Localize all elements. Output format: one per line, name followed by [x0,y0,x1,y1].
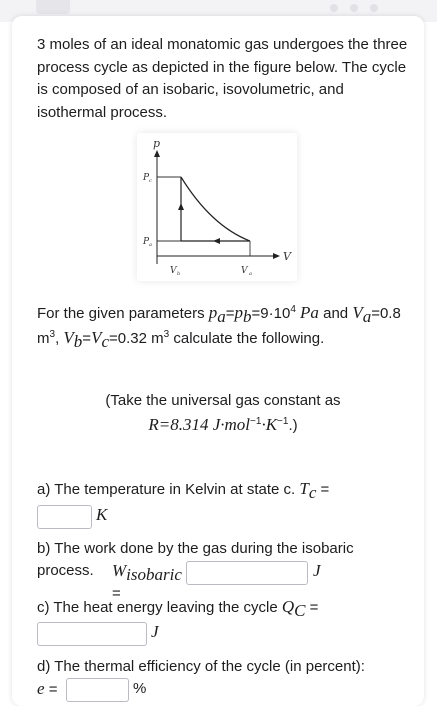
tab-stub [36,0,70,14]
param-pb-sub: b [243,307,252,326]
pc-sub: c [149,178,152,184]
constant-formula [37,413,409,438]
question-b-sub: isobaric [126,565,182,584]
vb-sub: b [177,271,181,277]
param-va: V [352,303,363,322]
pa-sub: a [149,242,152,248]
pc-label: P [143,173,150,183]
question-c-text: c) The heat energy leaving the cycle [37,599,278,616]
param-vb-eq: = [82,330,92,347]
isovolumetric-arrow-icon [178,203,184,210]
params-and: and [323,305,349,322]
question-a-var: T [299,479,309,498]
param-p-exp: 4 [290,304,296,315]
isobaric-arrow-icon [213,238,220,244]
toolbar-dot-icon [370,4,378,12]
question-intro: 3 moles of an ideal monatomic gas undergoes the three process cycle as depicted in the figure below. The cycle is composed of an isobaric, isovolumetric, and isothermal process. [37,36,408,121]
param-p-unit: Pa [300,303,319,322]
gas-constant-note [37,389,409,438]
answer-c-unit: J [151,622,159,641]
question-a-text: a) The temperature in Kelvin at state c. [37,481,296,498]
answer-c-input[interactable] [37,622,147,646]
answer-a-unit: K [96,505,108,524]
param-p-value: =9·10 [251,305,291,322]
axis-y-label: p [153,137,161,150]
param-pb: p [234,303,244,322]
constant-close: .) [288,417,298,434]
constant-lead: (Take the universal gas constant as [105,392,341,409]
question-b-text: b) The work done by the gas during the isobaric process. [37,540,354,579]
pv-diagram-svg [137,133,297,281]
param-vb-sub: b [73,332,83,351]
question-d-var: e [37,679,45,698]
question-a-sub: c [308,483,317,502]
question-b-eq: = [112,585,121,602]
param-pa: p [208,303,218,322]
x-axis-arrow-icon [273,253,280,259]
param-vc-value: =0.32 m [109,330,164,347]
question-c-eq: = [309,599,319,616]
y-axis-arrow-icon [154,150,160,157]
given-parameters [37,301,409,351]
pa-label: P [143,237,150,247]
toolbar-dot-icon [330,4,338,12]
question-d-eq: = [48,681,58,698]
question-d-text: d) The thermal efficiency of the cycle (in percent): [37,658,365,675]
param-vc-exp: 3 [163,329,170,340]
answer-a-input[interactable] [37,505,92,529]
answer-b-input[interactable] [186,561,308,585]
params-comma: , [55,330,60,347]
answer-d-input[interactable] [66,678,129,702]
constant-exp1: −1 [250,416,262,427]
constant-exp2: −1 [277,416,289,427]
question-b-var: W [112,561,127,580]
question-c-sub: C [294,601,306,620]
va-sub: a [249,271,252,277]
axis-x-label: V [283,250,291,263]
param-pa-sub: a [217,307,226,326]
param-vc: V [91,328,102,347]
param-eq: = [225,305,235,322]
question-c-var: Q [281,597,295,616]
question-a-eq: = [320,481,330,498]
param-va-exp: 3 [49,329,56,340]
va-label: V [241,266,248,276]
param-vb: V [63,328,74,347]
vb-label: V [170,266,177,276]
isothermal-curve [181,177,250,241]
answer-d-unit: % [133,680,147,697]
toolbar-dot-icon [350,4,358,12]
pv-diagram [137,133,297,281]
params-tail: calculate the following. [173,330,325,347]
question-d [37,656,417,678]
answer-b-unit: J [313,561,321,580]
param-va-value: =0.8 m [37,305,401,347]
param-vc-sub: c [101,332,109,351]
constant-k: ·K [261,415,278,434]
question-a [37,478,417,501]
param-va-sub: a [362,307,372,326]
params-lead: For the given parameters [37,305,205,322]
constant-r: R=8.314 J·mol [148,415,251,434]
question-c [37,596,417,619]
